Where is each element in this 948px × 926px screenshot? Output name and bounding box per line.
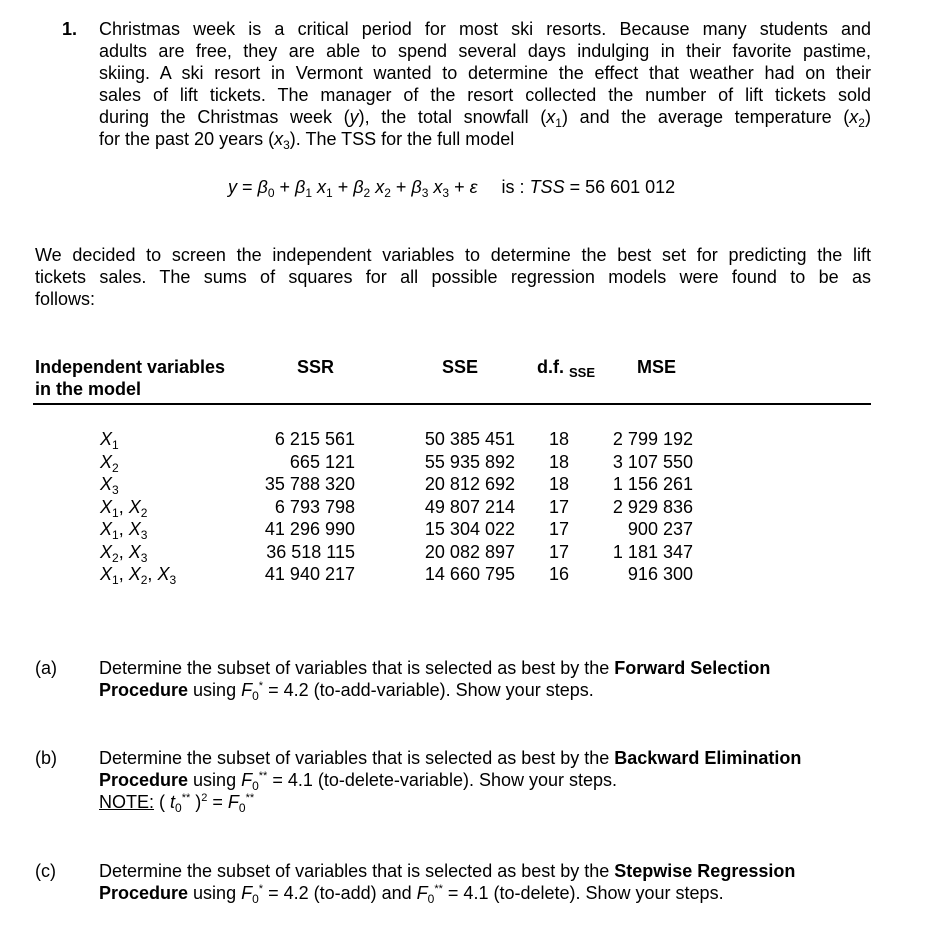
row-mse: 2 929 836: [612, 497, 693, 517]
intro-line: tickets sales. The sums of squares for all possible regression models were found to be as: [35, 267, 871, 287]
row-sse: 55 935 892: [424, 452, 515, 472]
row-mse: 2 799 192: [612, 429, 693, 449]
intro-line: We decided to screen the independent variables to determine the best set for predicting the lift: [35, 245, 871, 265]
problem-number: 1.: [62, 19, 78, 39]
row-sse: 15 304 022: [424, 519, 515, 539]
row-ssr: 35 788 320: [264, 474, 355, 494]
row-ssr: 665 121: [289, 452, 355, 472]
row-mse: 1 156 261: [612, 474, 693, 494]
problem-line: skiing. A ski resort in Vermont wanted to determine the effect that weather had on their: [99, 63, 871, 83]
tss-value: = 56 601 012: [564, 177, 676, 197]
row-df: 16: [548, 564, 569, 584]
problem-line: adults are free, they are able to spend several days indulging in their favorite pastime,: [99, 41, 871, 61]
problem-line: Christmas week is a critical period for most ski resorts. Because many students and: [99, 19, 871, 39]
row-df: 18: [548, 429, 569, 449]
row-variables: $X_3$: [100, 474, 119, 497]
header-independent-variables: Independent variables in the model: [35, 357, 226, 399]
problem-line: during the Christmas week (y), the total snowfall $(x_1)$ and the average temperature $(x_2)$: [99, 107, 871, 130]
header-sse: SSE: [442, 357, 479, 377]
question-b-label: (b): [35, 748, 57, 768]
row-variables: $X_1$, $X_2$, $X_3$: [100, 564, 177, 587]
row-sse: 20 812 692: [424, 474, 515, 494]
question-b-text: Determine the subset of variables that is selected as best by the Backward Elimination Procedure using $F_0^{**} = 4.1$ (to-delete-variable). Show your steps. NOTE: ( $t_0^{**}$ )$^2 = F_0^{**}$: [99, 747, 879, 813]
row-variables: $X_2$: [100, 452, 119, 475]
header-mse: MSE: [637, 357, 677, 377]
row-ssr: 6 793 798: [274, 497, 355, 517]
problem-line: sales of lift tickets. The manager of the resort collected the number of lift tickets sold: [99, 85, 871, 105]
row-df: 18: [548, 452, 569, 472]
row-variables: $X_2$, $X_3$: [100, 542, 148, 565]
row-mse: 1 181 347: [612, 542, 693, 562]
problem-line: for the past 20 years $(x_3)$. The TSS for the full model: [99, 129, 515, 152]
row-variables: $X_1$, $X_2$: [100, 497, 148, 520]
header-df-sse: d.f. $_{SSE}$: [537, 357, 596, 380]
table-divider: [33, 403, 871, 405]
question-b-note: NOTE: ( $t_0^{**}$ )$^2 = F_0^{**}$: [99, 792, 255, 815]
row-ssr: 41 296 990: [264, 519, 355, 539]
row-sse: 49 807 214: [424, 497, 515, 517]
row-df: 17: [548, 542, 569, 562]
row-mse: 916 300: [627, 564, 693, 584]
row-variables: $X_1$, $X_3$: [100, 519, 148, 542]
row-ssr: 6 215 561: [274, 429, 355, 449]
model-formula: $y = \beta_0 + \beta_1$ $x_1 + \beta_2$ $x_2 + \beta_3$ $x_3 + \varepsilon$ is : TSS = 56 601 012: [228, 177, 676, 200]
header-ssr: SSR: [297, 357, 335, 377]
row-sse: 20 082 897: [424, 542, 515, 562]
question-a-text: Determine the subset of variables that is selected as best by the Forward Selection Procedure using $F_0^* = 4.2$ (to-add-variable). Show your steps.: [99, 658, 771, 703]
row-mse: 3 107 550: [612, 452, 693, 472]
row-df: 17: [548, 497, 569, 517]
question-c-label: (c): [35, 861, 56, 881]
row-mse: 900 237: [627, 519, 693, 539]
tss-label: TSS: [529, 177, 565, 197]
row-variables: $X_1$: [100, 429, 119, 452]
intro-line: follows:: [35, 289, 96, 309]
question-a-label: (a): [35, 658, 57, 678]
row-df: 18: [548, 474, 569, 494]
question-c-text: Determine the subset of variables that is selected as best by the Stepwise Regression Procedure using $F_0^* = 4.2$ (to-add) and $F_0^{**} = 4.1$ (to-delete). Show your steps.: [99, 861, 796, 906]
row-sse: 50 385 451: [424, 429, 515, 449]
row-sse: 14 660 795: [424, 564, 515, 584]
row-ssr: 36 518 115: [266, 542, 355, 562]
row-ssr: 41 940 217: [264, 564, 355, 584]
intro-paragraph: [35, 244, 871, 310]
problem-statement: [99, 18, 871, 150]
row-df: 17: [548, 519, 569, 539]
